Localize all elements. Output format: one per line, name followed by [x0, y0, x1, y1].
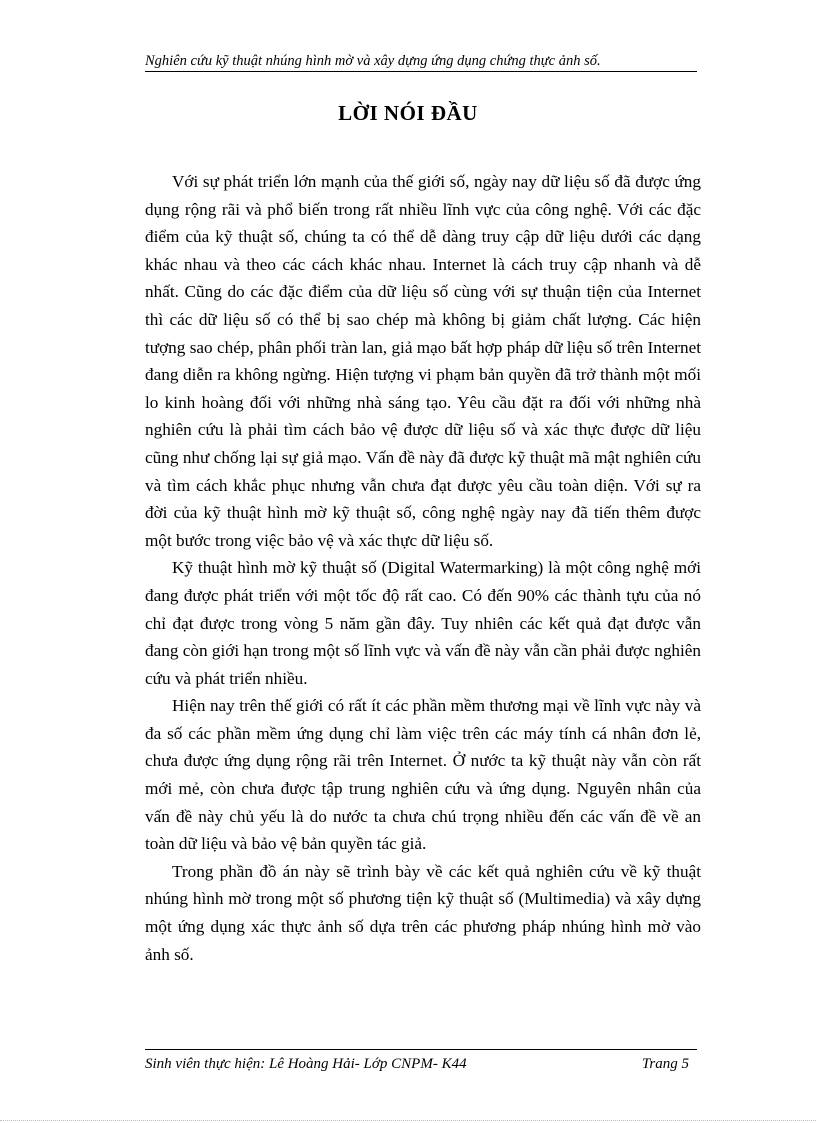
- paragraph-3: Hiện nay trên thế giới có rất ít các phần mềm thương mại về lĩnh vực này và đa số các phần mềm ứng dụng chỉ làm việc trên các máy tính cá nhân đơn lẻ, chưa được ứng dụng rộng rãi trên Internet. Ở nước ta kỹ thuật này vẫn còn rất mới mẻ, còn chưa được tập trung nghiên cứu và ứng dụng. Nguyên nhân của vấn đề này chủ yếu là do nước ta chưa chú trọng nhiều đến các vấn đề về an toàn dữ liệu và bảo vệ bản quyền tác giả.: [145, 696, 701, 854]
- paragraph-4: Trong phần đồ án này sẽ trình bày về các kết quả nghiên cứu về kỹ thuật nhúng hình mờ trong một số phương tiện kỹ thuật số (Multimedia) và xây dựng một ứng dụng xác thực ảnh số dựa trên các phương pháp nhúng hình mờ vào ảnh số.: [145, 861, 701, 964]
- footer-author: Sinh viên thực hiện: Lê Hoàng Hải- Lớp CNPM- K44: [145, 1056, 467, 1072]
- footer-divider: [145, 1049, 697, 1050]
- page-bottom-edge: [0, 1120, 816, 1121]
- paragraph-1: Với sự phát triển lớn mạnh của thế giới số, ngày nay dữ liệu số đã được ứng dụng rộng rãi và phổ biến trong rất nhiều lĩnh vực của công nghệ. Với các đặc điểm của kỹ thuật số, chúng ta có thể dễ dàng truy cập dữ liệu dưới các dạng khác nhau và theo các cách khác nhau. Internet là cách truy cập nhanh và dễ nhất. Cũng do các đặc điểm của dữ liệu số cùng với sự thuận tiện của Internet thì các dữ liệu số có thể bị sao chép mà không bị giảm chất lượng. Các hiện tượng sao chép, phân phối tràn lan, giả mạo bất hợp pháp dữ liệu số trên Internet đang diễn ra không ngừng. Hiện tượng vi phạm bản quyền đã trở thành một mối lo kinh hoàng đối với những nhà sáng tạo. Yêu cầu đặt ra đối với những nhà nghiên cứu là phải tìm cách bảo vệ được dữ liệu số và xác thực được dữ liệu cũng như chống lại sự giả mạo. Vấn đề này đã được kỹ thuật mã mật nghiên cứu và tìm cách khắc phục nhưng vẫn chưa đạt được yêu cầu toàn diện. Với sự ra đời của kỹ thuật hình mờ kỹ thuật số, công nghệ ngày nay đã tiến thêm được một bước trong việc bảo vệ và xác thực dữ liệu số.: [145, 172, 701, 550]
- page-number: Trang 5: [641, 1056, 689, 1072]
- page-title: LỜI NÓI ĐẦU: [338, 101, 478, 125]
- running-header: Nghiên cứu kỹ thuật nhúng hình mờ và xây dựng ứng dụng chứng thực ảnh số.: [145, 52, 697, 72]
- paragraph-2: Kỹ thuật hình mờ kỹ thuật số (Digital Watermarking) là một công nghệ mới đang được phát triển với một tốc độ rất cao. Có đến 90% các thành tựu của nó chỉ đạt được trong vòng 5 năm gần đây. Tuy nhiên các kết quả đạt được vẫn đang còn giới hạn trong một số lĩnh vực và vấn đề này vẫn cần phải được nghiên cứu và phát triển nhiều.: [145, 558, 701, 688]
- body-text: [145, 168, 701, 968]
